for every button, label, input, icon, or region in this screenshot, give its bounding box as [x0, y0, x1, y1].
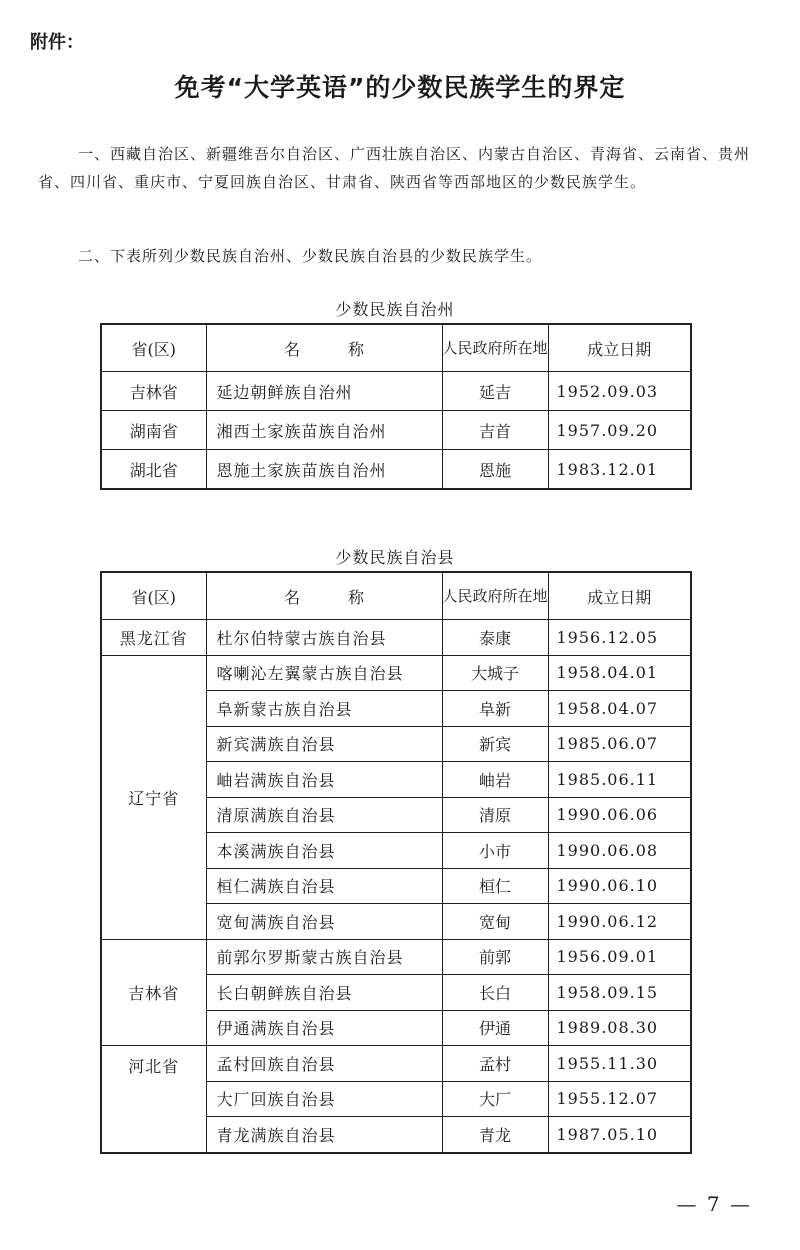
table-row [101, 411, 691, 450]
seat-cell: 吉首 [442, 411, 548, 450]
table-row [101, 372, 691, 411]
header-date: 成立日期 [548, 572, 691, 620]
date-cell: 1958.09.15 [548, 975, 691, 1011]
name-cell: 伊通满族自治县 [206, 1010, 442, 1046]
name-cell: 清原满族自治县 [206, 797, 442, 833]
province-cell: 湖北省 [101, 450, 206, 490]
name-cell: 延边朝鲜族自治州 [206, 372, 442, 411]
province-cell: 湖南省 [101, 411, 206, 450]
date-cell: 1987.05.10 [548, 1117, 691, 1153]
header-seat: 人民政府所在地 [442, 324, 548, 372]
name-cell: 本溪满族自治县 [206, 833, 442, 869]
date-cell: 1955.12.07 [548, 1081, 691, 1117]
date-cell: 1956.09.01 [548, 939, 691, 975]
paragraph-2: 二、下表所列少数民族自治州、少数民族自治县的少数民族学生。 [78, 247, 543, 265]
header-name: 名 称 [206, 324, 442, 372]
seat-cell: 孟村 [442, 1046, 548, 1082]
seat-cell: 新宾 [442, 726, 548, 762]
province-cell: 吉林省 [101, 372, 206, 411]
date-cell: 1958.04.01 [548, 655, 691, 691]
header-seat: 人民政府所在地 [442, 572, 548, 620]
name-cell: 阜新蒙古族自治县 [206, 691, 442, 727]
seat-cell: 清原 [442, 797, 548, 833]
name-cell: 青龙满族自治县 [206, 1117, 442, 1153]
name-cell: 新宾满族自治县 [206, 726, 442, 762]
date-cell: 1990.06.10 [548, 868, 691, 904]
date-cell: 1989.08.30 [548, 1010, 691, 1046]
date-cell: 1956.12.05 [548, 620, 691, 656]
name-cell: 杜尔伯特蒙古族自治县 [206, 620, 442, 656]
date-cell: 1952.09.03 [548, 372, 691, 411]
table1-caption: 少数民族自治州 [335, 300, 455, 319]
date-cell: 1990.06.06 [548, 797, 691, 833]
table-row [101, 1046, 691, 1082]
date-cell: 1958.04.07 [548, 691, 691, 727]
name-cell: 岫岩满族自治县 [206, 762, 442, 798]
name-cell: 喀喇沁左翼蒙古族自治县 [206, 655, 442, 691]
seat-cell: 小市 [442, 833, 548, 869]
name-cell: 宽甸满族自治县 [206, 904, 442, 940]
name-cell: 大厂回族自治县 [206, 1081, 442, 1117]
seat-cell: 青龙 [442, 1117, 548, 1153]
seat-cell: 宽甸 [442, 904, 548, 940]
province-cell: 黑龙江省 [101, 620, 206, 656]
seat-cell: 伊通 [442, 1010, 548, 1046]
date-cell: 1957.09.20 [548, 411, 691, 450]
header-name: 名 称 [206, 572, 442, 620]
seat-cell: 大城子 [442, 655, 548, 691]
name-cell: 湘西土家族苗族自治州 [206, 411, 442, 450]
seat-cell: 恩施 [442, 450, 548, 490]
province-cell: 河北省 [101, 1046, 206, 1153]
seat-cell: 前郭 [442, 939, 548, 975]
seat-cell: 岫岩 [442, 762, 548, 798]
attachment-label: 附件： [30, 32, 84, 53]
name-cell: 桓仁满族自治县 [206, 868, 442, 904]
table-row [101, 620, 691, 656]
autonomous-county-table [100, 571, 692, 1154]
table-row [101, 450, 691, 490]
paragraph-1: 一、西藏自治区、新疆维吾尔自治区、广西壮族自治区、内蒙古自治区、青海省、云南省、贵州省、四川省、重庆市、宁夏回族自治区、甘肃省、陕西省等西部地区的少数民族学生。 [38, 145, 751, 191]
header-date: 成立日期 [548, 324, 691, 372]
date-cell: 1985.06.07 [548, 726, 691, 762]
table-row [101, 655, 691, 691]
name-cell: 孟村回族自治县 [206, 1046, 442, 1082]
table-row [101, 939, 691, 975]
name-cell: 恩施土家族苗族自治州 [206, 450, 442, 490]
seat-cell: 桓仁 [442, 868, 548, 904]
date-cell: 1985.06.11 [548, 762, 691, 798]
seat-cell: 延吉 [442, 372, 548, 411]
date-cell: 1955.11.30 [548, 1046, 691, 1082]
seat-cell: 长白 [442, 975, 548, 1011]
date-cell: 1990.06.12 [548, 904, 691, 940]
document-title: 免考“大学英语”的少数民族学生的界定 [174, 73, 626, 102]
seat-cell: 阜新 [442, 691, 548, 727]
table2-caption: 少数民族自治县 [335, 548, 455, 567]
header-province: 省(区) [101, 324, 206, 372]
date-cell: 1983.12.01 [548, 450, 691, 490]
seat-cell: 泰康 [442, 620, 548, 656]
province-cell: 辽宁省 [101, 655, 206, 939]
name-cell: 前郭尔罗斯蒙古族自治县 [206, 939, 442, 975]
province-cell: 吉林省 [101, 939, 206, 1046]
date-cell: 1990.06.08 [548, 833, 691, 869]
seat-cell: 大厂 [442, 1081, 548, 1117]
name-cell: 长白朝鲜族自治县 [206, 975, 442, 1011]
autonomous-prefecture-table [100, 323, 692, 490]
page-number: — 7 — [676, 1192, 752, 1216]
header-province: 省(区) [101, 572, 206, 620]
